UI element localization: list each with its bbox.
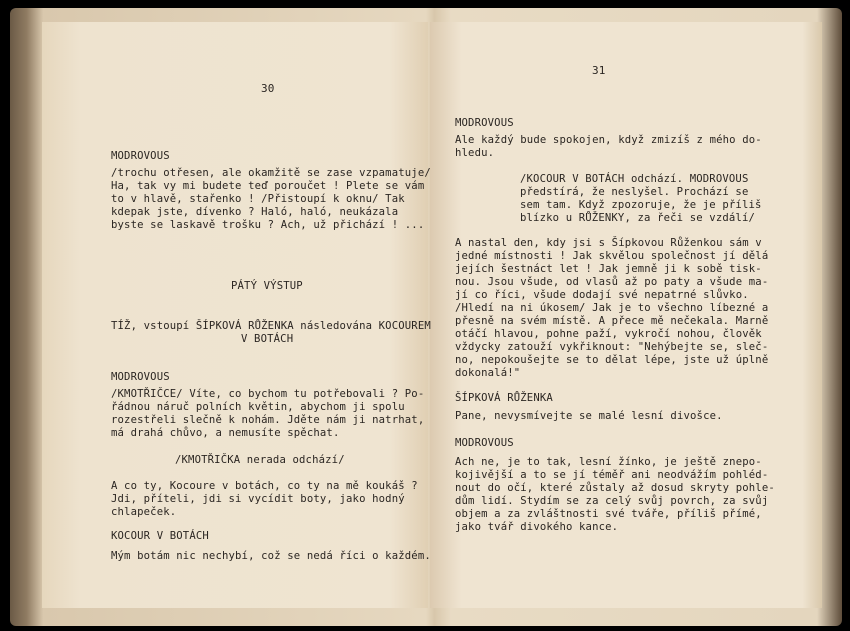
- dialogue-line: objem a za zvláštnosti své tváře, příliš přímé,: [455, 508, 762, 520]
- dialogue-line: /KMOTŘIČCE/ Víte, co bychom tu potřebovali ? Po-: [111, 388, 425, 400]
- dialogue-line: A nastal den, kdy jsi s Šípkovou Růženkou sám v: [455, 237, 762, 249]
- dialogue-line: /trochu otřesen, ale okamžitě se zase vzpamatuje/: [111, 167, 431, 179]
- dialogue-line: jako tvář divokého kance.: [455, 521, 619, 533]
- dialogue-line: dům lidí. Stydím se za celý svůj povrch, za svůj: [455, 495, 769, 507]
- dialogue-line: jejích šestnáct let ! Jak jemně ji k sobě tisk-: [455, 263, 762, 275]
- dialogue-line: otáčí hlavou, pohne paží, vykročí nohou, člověk: [455, 328, 762, 340]
- speaker-name: MODROVOUS: [455, 437, 514, 449]
- stage-direction: předstírá, že neslyšel. Prochází se: [520, 186, 749, 198]
- speaker-name: KOCOUR V BOTÁCH: [111, 530, 209, 542]
- dialogue-line: kojivější a to se jí téměř ani neodvážím pohléd-: [455, 469, 769, 481]
- dialogue-line: byste se laskavě trošku ? Ach, už přichází ! ...: [111, 219, 425, 231]
- dialogue-line: jí co říci, všude dodají své nepatrné slůvko.: [455, 289, 749, 301]
- dialogue-line: hledu.: [455, 147, 495, 159]
- dialogue-line: Jdi, příteli, jdi si vycídit boty, jako hodný: [111, 493, 405, 505]
- speaker-name: MODROVOUS: [111, 150, 170, 162]
- dialogue-line: jedné místnosti ! Jak skvělou společnost jí dělá: [455, 250, 769, 262]
- dialogue-line: no, nepokoušejte se to dělat lépe, jste už úplně: [455, 354, 769, 366]
- dialogue-line: kdepak jste, dívenko ? Haló, haló, neukázala: [111, 206, 399, 218]
- page-number-right: 31: [592, 64, 606, 77]
- dialogue-line: má drahá chůvo, a nemusíte spěchat.: [111, 427, 340, 439]
- dialogue-line: nout do očí, které zůstaly až dosud skryty pohle-: [455, 482, 775, 494]
- scene-description: V BOTÁCH: [241, 333, 294, 345]
- left-page: [42, 22, 428, 608]
- dialogue-line: vždycky zatouží vykřiknout: "Nehýbejte se, sleč-: [455, 341, 769, 353]
- scene-description: TÍŽ, vstoupí ŠÍPKOVÁ RŮŽENKA následována KOCOUREM: [111, 320, 431, 332]
- dialogue-line: Mým botám nic nechybí, což se nedá říci o každém.: [111, 550, 431, 562]
- dialogue-line: chlapeček.: [111, 506, 177, 518]
- speaker-name: MODROVOUS: [111, 371, 170, 383]
- dialogue-line: Ale každý bude spokojen, když zmizíš z mého do-: [455, 134, 762, 146]
- dialogue-line: /Hledí na ni úkosem/ Jak je to všechno líbezné a: [455, 302, 769, 314]
- dialogue-line: Ha, tak vy mi budete teď poroučet ! Plete se vám: [111, 180, 425, 192]
- dialogue-line: A co ty, Kocoure v botách, co ty na mě koukáš ?: [111, 480, 418, 492]
- dialogue-line: to v hlavě, stařenko ! /Přistoupí k oknu/ Tak: [111, 193, 405, 205]
- dialogue-line: Pane, nevysmívejte se malé lesní divošce.: [455, 410, 723, 422]
- dialogue-line: nou. Jsou všude, od vlasů až po paty a všude ma-: [455, 276, 769, 288]
- dialogue-line: přesně na svém místě. A přece mě nečekala. Marně: [455, 315, 769, 327]
- stage-direction: sem tam. Když zpozoruje, že je příliš: [520, 199, 762, 211]
- scene-title: PÁTÝ VÝSTUP: [231, 280, 303, 292]
- dialogue-line: Ach ne, je to tak, lesní žínko, je ještě znepo-: [455, 456, 762, 468]
- page-number-left: 30: [261, 82, 275, 95]
- dialogue-line: dokonalá!": [455, 367, 521, 379]
- dialogue-line: řádnou náruč polních květin, abychom ji spolu: [111, 401, 405, 413]
- stage-direction: blízko u RŮŽENKY, za řeči se vzdálí/: [520, 212, 756, 224]
- stage-direction: /KOCOUR V BOTÁCH odchází. MODROVOUS: [520, 173, 749, 185]
- stage-direction: /KMOTŘIČKA nerada odchází/: [175, 454, 345, 466]
- speaker-name: ŠÍPKOVÁ RŮŽENKA: [455, 392, 553, 404]
- dialogue-line: rozestřeli slečně k nohám. Jděte nám ji natrhat,: [111, 414, 425, 426]
- speaker-name: MODROVOUS: [455, 117, 514, 129]
